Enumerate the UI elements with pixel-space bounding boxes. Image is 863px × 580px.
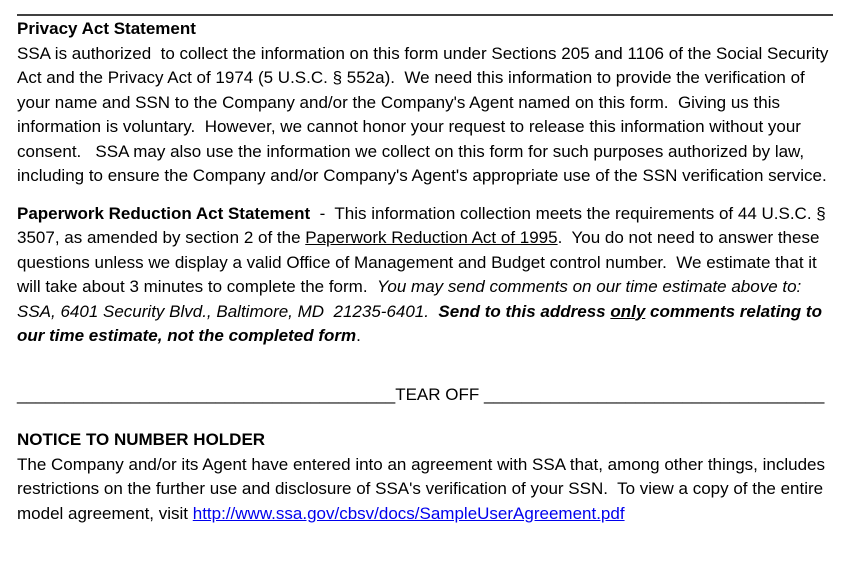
tear-off-left-dashes: ________________________________________ [17,384,396,404]
tear-off-label: TEAR OFF [395,384,480,404]
privacy-act-paragraph [17,42,833,189]
notice-heading: NOTICE TO NUMBER HOLDER [17,430,266,449]
text-run: . You do not need to answer these questions unless we display a valid Office of Management and Budget control number. We estimate that it will take about 3 minutes to complete the form. [17,228,825,296]
text-run: You may send comments on our time estimate above to: SSA, 6401 Security Blvd., Baltimore, MD 21235-6401. [17,277,811,321]
text-run: only [610,301,646,321]
text-run: SSA is authorized to collect the information on this form under Sections 205 and 1106 of the Social Security Act and the Privacy Act of 1974 (5 U.S.C. § 552a). We need this information to provide the verification of your name and SSN to the Company and/or the Company's Agent named on this form. Giving us this information is voluntary. However, we cannot honor your request to release this information without your consent. SSA may also use the information we collect on this form for such purposes authorized by law, including to ensure the Company and/or Company's Agent's appropriate use of the SSN verification service. [17,43,833,185]
text-run: Paperwork Reduction Act of 1995 [305,228,558,247]
top-divider [17,14,833,16]
paperwork-act-paragraph [17,202,833,349]
text-run: The Company and/or its Agent have entered into an agreement with SSA that, among other things, includes restrictions on the further use and disclosure of SSA's verification of your SSN. To view a copy of the entire model agreement, visit [17,454,830,523]
tear-off-right-dashes: ____________________________________ [479,384,825,404]
text-run: Send to this address [428,301,611,321]
text-run: - This information collection meets the requirements of 44 U.S.C. § 3507, as amended by section 2 of the [17,203,831,247]
tear-off-line [17,383,833,408]
text-run: . [356,326,361,345]
agreement-link[interactable]: http://www.ssa.gov/cbsv/docs/SampleUserAgreement.pdf [192,503,625,523]
text-run: comments relating to our time estimate, not the completed form [17,301,827,345]
privacy-act-heading: Privacy Act Statement [17,19,196,38]
notice-paragraph [17,453,833,527]
text-run: Paperwork Reduction Act Statement [17,203,311,223]
